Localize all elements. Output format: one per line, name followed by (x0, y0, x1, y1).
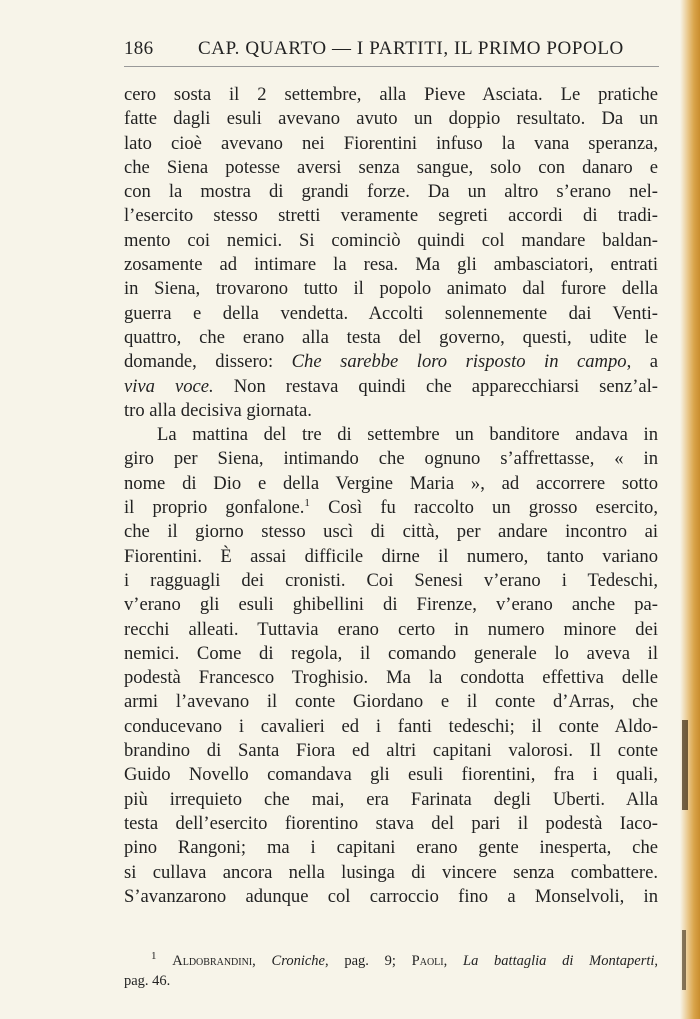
footnote-text: , (443, 953, 463, 969)
text-segment: , a (626, 351, 658, 373)
text-line: zosamente ad intimare la resa. Ma gli ambasciatori, entrati (124, 254, 658, 276)
text-line: Fiorentini. È assai difficile dirne il numero, tanto variano (124, 545, 658, 567)
text-segment: Così fu raccolto un grosso esercito, (309, 497, 658, 519)
text-line: conducevano i cavalieri ed i fanti tedeschi; il conte Aldo- (124, 715, 658, 737)
text-line: che il giorno stesso uscì di città, per andare incontro ai (124, 521, 658, 543)
page-header (124, 38, 658, 68)
text-line: lato cioè avevano nei Fiorentini infuso la vana speranza, (124, 132, 658, 154)
text-line (124, 375, 658, 399)
footnote-text: , (654, 953, 659, 969)
footnote-line: pag. 46. (124, 973, 171, 989)
edge-smudge (682, 720, 688, 810)
text-line: in Siena, trovarono tutto il popolo animato dal furore della (124, 278, 658, 300)
text-line: mento coi nemici. Si cominciò quindi col mandare baldan- (124, 229, 658, 251)
text-line (124, 350, 658, 374)
footnote-author: Aldobrandini (172, 953, 253, 969)
text-line: cero sosta il 2 settembre, alla Pieve Asciata. Le pratiche (124, 84, 658, 105)
page-number: 186 (124, 38, 154, 59)
footnote-text: , (252, 953, 272, 969)
text-line: guerra e della vendetta. Accolti solennemente dai Venti- (124, 302, 658, 324)
footnote-title: La battaglia di Montaperti (463, 953, 655, 969)
text-line: nome di Dio e della Vergine Maria », ad accorrere sotto (124, 472, 658, 494)
text-line: brandino di Santa Fiora ed altri capitani valorosi. Il conte (124, 740, 658, 762)
italic-quote: viva voce. (124, 375, 214, 397)
text-line: armi l’avevano il conte Giordano e il conte d’Arras, che (124, 691, 658, 713)
text-segment: Non restava quindi che apparecchiarsi senz’al- (213, 375, 658, 397)
footnote-author: Paoli (411, 953, 444, 969)
text-line: podestà Francesco Troghisio. Ma la condotta effettiva delle (124, 667, 658, 689)
text-line: fatte dagli esuli avevano avuto un doppio resultato. Da un (124, 108, 658, 130)
text-line: S’avanzarono adunque col carroccio fino a Monselvoli, in (124, 885, 658, 907)
text-line (124, 496, 658, 520)
footnote (124, 951, 658, 991)
header-rule (124, 66, 659, 67)
italic-quote: Che sarebbe loro risposto in campo (291, 351, 627, 373)
footnote-marker: 1 (151, 950, 157, 963)
text-line: nemici. Come di regola, il comando generale lo aveva il (124, 642, 658, 664)
running-title: CAP. QUARTO — I PARTITI, IL PRIMO POPOLO (198, 38, 624, 59)
text-line: più irrequieto che mai, era Farinata degli Uberti. Alla (124, 788, 658, 810)
text-line: quattro, che erano alla testa del governo, questi, udite le (124, 326, 658, 348)
text-line: testa dell’esercito fiorentino stava del pari il podestà Iaco- (124, 812, 658, 834)
footnote-text: , pag. 9; (324, 953, 412, 969)
text-line: tro alla decisiva giornata. (124, 399, 312, 421)
page-edge (680, 0, 700, 1019)
text-segment: domande, dissero: (124, 351, 292, 373)
text-segment: il proprio gonfalone. (124, 497, 305, 519)
text-line: recchi alleati. Tuttavia erano certo in numero minore dei (124, 618, 658, 640)
text-line: v’erano gli esuli ghibellini di Firenze, v’erano anche pa- (124, 594, 658, 616)
text-line: si cullava ancora nella lusinga di vincere senza combattere. (124, 861, 658, 883)
text-line: con la mostra di grandi forze. Da un altro s’erano nel- (124, 181, 658, 203)
body-text (124, 83, 658, 909)
footnote-line (124, 951, 658, 971)
text-line: Guido Novello comandava gli esuli fiorentini, fra i quali, (124, 764, 658, 786)
text-line: l’esercito stesso stretti veramente segreti accordi di tradi- (124, 205, 658, 227)
footnote-ref: 1 (304, 496, 310, 509)
text-line: La mattina del tre di settembre un banditore andava in (157, 424, 658, 446)
footnote-title: Croniche (271, 953, 325, 969)
edge-smudge (682, 930, 686, 990)
text-line: che Siena potesse aversi senza sangue, solo con danaro e (124, 156, 658, 178)
text-line: pino Rangoni; ma i capitani erano gente inesperta, che (124, 837, 658, 859)
text-line: i ragguagli dei cronisti. Coi Senesi v’erano i Tedeschi, (124, 569, 658, 591)
text-line: giro per Siena, intimando che ognuno s’affrettasse, « in (124, 448, 658, 470)
